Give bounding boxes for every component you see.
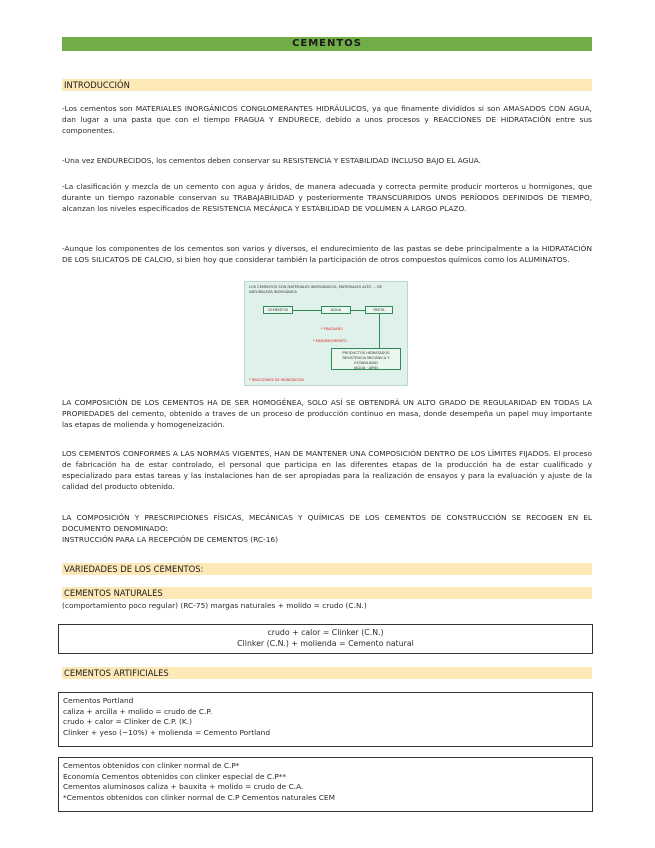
formula-line: Cementos Portland bbox=[63, 696, 134, 705]
paragraph-naturales bbox=[62, 600, 592, 611]
section-heading-artificiales: CEMENTOS ARTIFICIALES bbox=[62, 667, 592, 679]
formula-line: Economía Cementos obtenidos con clinker especial de C.P** bbox=[63, 771, 287, 781]
paragraph-text: -Los cementos son MATERIALES INORGÁNICOS CONGLOMERANTES HIDRÁULICOS, ya que finamente divididos si son AMASADOS CON AGUA, dan lugar a una pasta que con el tiempo FRAGUA Y ENDURECE, debido a unos procesos y REACCIONES DE HIDRATACIÓN entre sus componentes. bbox=[62, 104, 592, 135]
diagram-box-productos-line3: (AGUA · AIRE) bbox=[353, 366, 379, 370]
document-title: CEMENTOS bbox=[62, 37, 592, 51]
paragraph-text: -Aunque los componentes de los cementos son varios y diversos, el endurecimiento de las pastas se debe principalmente a la HIDRATACIÓN DE LOS SILICATOS DE CALCIO, si bien hoy que considerar también la participación de otros compuestos químicos como los ALUMINATOS. bbox=[62, 244, 592, 264]
formula-box-portland bbox=[58, 692, 593, 747]
formula-line: Clinker (C.N.) + molienda = Cemento natural bbox=[237, 638, 414, 648]
section-heading-variedades: VARIEDADES DE LOS CEMENTOS: bbox=[62, 563, 592, 575]
formula-line: Cementos aluminosos caliza + bauxita + molido = crudo de C.A. bbox=[63, 782, 304, 791]
paragraph-intro-2 bbox=[62, 155, 592, 166]
diagram-box-cementos: CEMENTOS bbox=[263, 306, 293, 314]
diagram-box-pasta: PASTA bbox=[365, 306, 393, 314]
paragraph-composicion bbox=[62, 397, 592, 430]
paragraph-text: -La clasificación y mezcla de un cemento con agua y áridos, de manera adecuada y correcta permite producir morteros u hormigones, que durante un tiempo razonable conservan su TRABAJABILIDAD y posteriormente TRANSCURRIDOS UNOS PERÍODOS DEFINIDOS DE TIEMPO, alcanzan los niveles especificados de RESISTENCIA MECÁNICA Y ESTABILIDAD DE VOLUMEN A LARGO PLAZO. bbox=[62, 182, 592, 213]
formula-line: *Cementos obtenidos con clinker normal de C.P Cementos naturales CEM bbox=[63, 792, 335, 802]
formula-line: crudo + calor = Clinker (C.N.) bbox=[267, 628, 384, 637]
paragraph-normas bbox=[62, 448, 592, 492]
diagram-box-productos bbox=[331, 348, 401, 370]
diagram-connector bbox=[293, 310, 321, 311]
diagram-label-endurecimiento: * ENDURECIMIENTO bbox=[313, 339, 347, 343]
diagram-connector bbox=[351, 310, 365, 311]
formula-line: Clinker + yeso (~10%) + molienda = Cemento Portland bbox=[63, 727, 271, 737]
diagram-header: LOS CEMENTOS SON MATERIALES INORGÁNICOS, MATERIALES ALTO ... DE NATURALEZA INORGÁNICA bbox=[249, 285, 382, 294]
hydration-diagram bbox=[244, 281, 408, 386]
diagram-label-fraguado: * FRAGUADO bbox=[321, 327, 343, 331]
diagram-footer: * REACCIONES DE HIDRATACIÓN bbox=[249, 378, 304, 382]
paragraph-text: LA COMPOSICIÓN DE LOS CEMENTOS HA DE SER HOMOGÉNEA, SOLO ASÍ SE OBTENDRÁ UN ALTO GRADO DE REGULARIDAD EN TODAS LA PROPIEDADES del cemento, obtenido a traves de un proceso de producción continuo en masa, donde desempeña un papel muy importante las etapas de molienda y homogeneización. bbox=[62, 398, 592, 429]
paragraph-instruccion bbox=[62, 512, 592, 545]
paragraph-text: LA COMPOSICIÓN Y PRESCRIPCIONES FÍSICAS, MECÁNICAS Y QUÍMICAS DE LOS CEMENTOS DE CONSTRUCCIÓN SE RECOGEN EN EL DOCUMENTO DENOMINADO: bbox=[62, 513, 592, 533]
diagram-box-productos-line2: RESISTENCIA MECÁNICA Y ESTABILIDAD bbox=[342, 356, 390, 365]
paragraph-intro-1 bbox=[62, 103, 592, 136]
diagram-connector bbox=[379, 314, 380, 348]
paragraph-text: LOS CEMENTOS CONFORMES A LAS NORMAS VIGENTES, HAN DE MANTENER UNA COMPOSICIÓN DENTRO DE LOS LÍMITES FIJADOS. El proceso de fabricación ha de estar controlado, el personal que participa en las diferentes etapas de la producción ha de estar cualificado y especializado para estas tareas y las instalaciones han de ser apropiadas para la realización de ensayos y para la evaluación y ajuste de la calidad del producto obtenido. bbox=[62, 449, 592, 491]
diagram-box-productos-line1: PRODUCTOS HIDRATADOS bbox=[342, 351, 390, 355]
section-heading-introduccion: INTRODUCCIÓN bbox=[62, 79, 592, 91]
paragraph-text: INSTRUCCIÓN PARA LA RECEPCIÓN DE CEMENTOS (RC-16) bbox=[62, 535, 279, 544]
paragraph-text: (comportamiento poco regular) (RC-75) margas naturales + molido = crudo (C.N.) bbox=[62, 601, 367, 610]
formula-box-natural bbox=[58, 624, 593, 654]
paragraph-intro-4 bbox=[62, 243, 592, 265]
section-heading-naturales: CEMENTOS NATURALES bbox=[62, 587, 592, 599]
diagram-box-agua: AGUA bbox=[321, 306, 351, 314]
formula-line: crudo + calor = Clinker de C.P. (K.) bbox=[63, 717, 192, 726]
paragraph-intro-3 bbox=[62, 181, 592, 214]
formula-line: Cementos obtenidos con clinker normal de C.P* bbox=[63, 761, 240, 770]
paragraph-text: -Una vez ENDURECIDOS, los cementos deben conservar su RESISTENCIA Y ESTABILIDAD INCLUSO BAJO EL AGUA. bbox=[62, 156, 482, 165]
formula-box-others bbox=[58, 757, 593, 812]
formula-line: caliza + arcilla + molido = crudo de C.P. bbox=[63, 706, 213, 716]
